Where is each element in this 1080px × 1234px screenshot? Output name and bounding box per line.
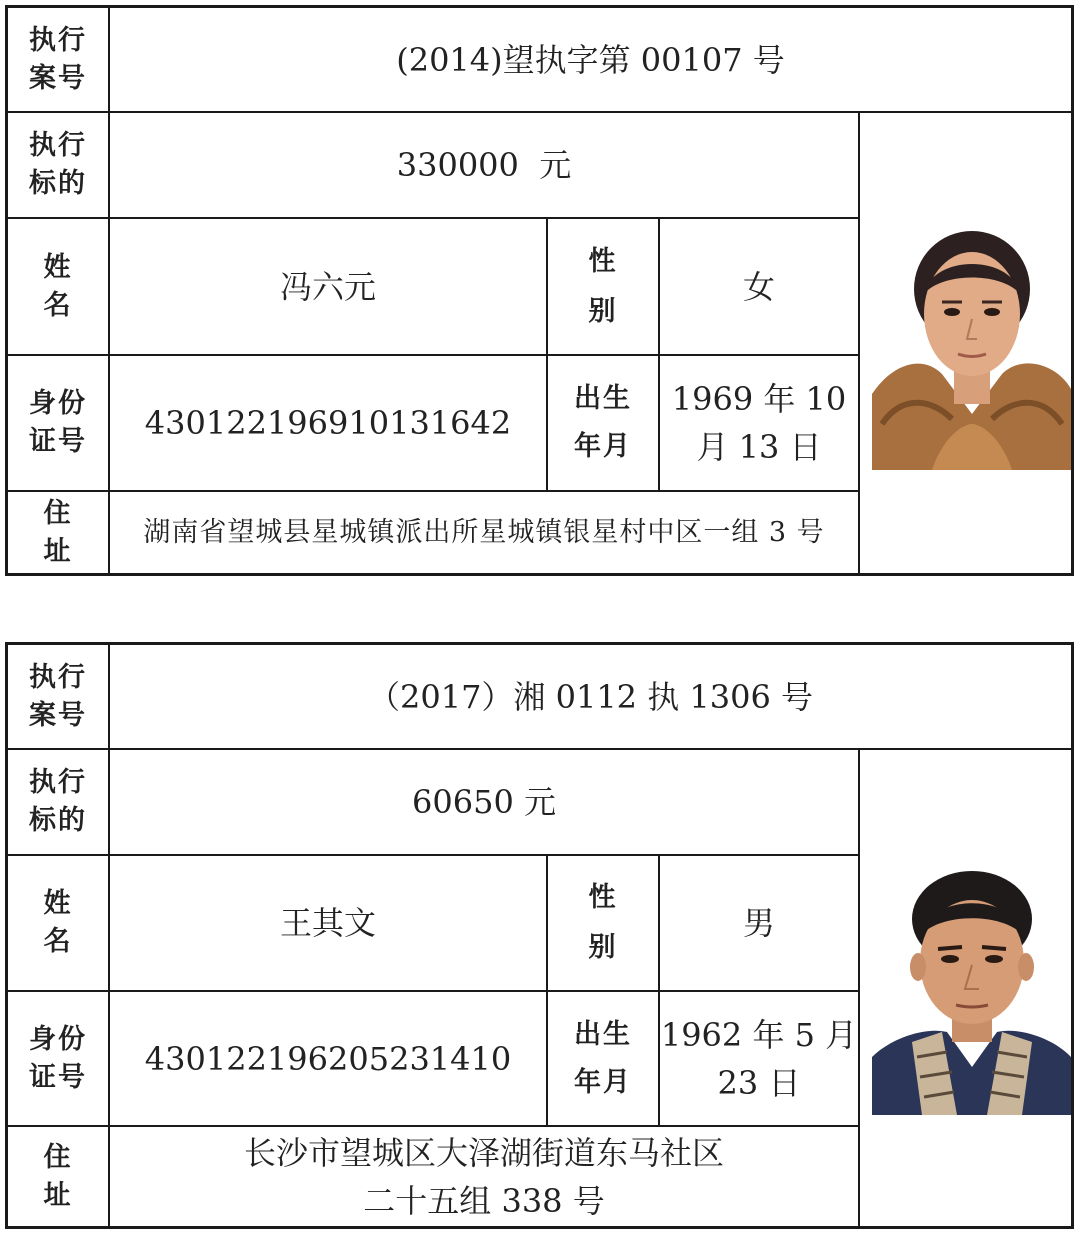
name-value: 王其文 [279, 904, 376, 942]
case-no-label-cell [8, 8, 108, 111]
address-cell [110, 492, 858, 573]
id-label: 身份证号 [29, 388, 87, 457]
name-label: 姓名 [43, 251, 73, 321]
amount-cell [110, 113, 858, 217]
case-no-label: 执行案号 [29, 661, 87, 731]
name-cell [110, 856, 546, 990]
gender-label: 性别 [588, 882, 618, 963]
address-cell [110, 1127, 858, 1226]
birth-label-cell [548, 356, 658, 490]
amount-label: 执行标的 [29, 130, 87, 199]
amount-value: 330000 元 [396, 146, 572, 184]
address-label: 住址 [43, 1141, 73, 1211]
address-value-line1: 湖南省望城县星城镇派出所星城镇银星村中区一组 3 号 [143, 516, 825, 548]
case-no-value: （2017）湘 0112 执 1306 号 [367, 677, 813, 716]
address-label: 住址 [43, 497, 73, 567]
name-value: 冯六元 [279, 267, 376, 306]
id-label-cell [8, 992, 108, 1125]
debtor-card-1 [5, 5, 1074, 576]
birth-cell [660, 992, 858, 1125]
case-no-label: 执行案号 [29, 24, 87, 94]
birth-value-line1: 1969 年 10 [671, 380, 847, 418]
birth-value-line2: 月 13 日 [696, 428, 822, 466]
birth-label-cell [548, 992, 658, 1125]
id-value: 430122196910131642 [144, 404, 512, 442]
gender-value: 女 [742, 267, 775, 306]
portrait-photo-2 [872, 867, 1071, 1115]
id-cell [110, 356, 546, 490]
gender-cell [660, 856, 858, 990]
case-no-cell [110, 645, 1071, 748]
portrait-photo-1 [872, 224, 1071, 470]
birth-label: 出生年月 [574, 1018, 632, 1098]
address-label-cell [8, 1127, 108, 1226]
amount-label: 执行标的 [29, 767, 87, 836]
address-value-line1: 长沙市望城区大泽湖街道东马社区 [243, 1133, 724, 1172]
gender-cell [660, 219, 858, 354]
gender-label: 性别 [588, 245, 618, 327]
case-no-label-cell [8, 645, 108, 748]
name-cell [110, 219, 546, 354]
birth-value-line1: 1962 年 5 月 [660, 1015, 858, 1054]
gender-label-cell [548, 856, 658, 990]
female-portrait-icon [872, 224, 1071, 470]
name-label-cell [8, 856, 108, 990]
amount-label-cell [8, 750, 108, 854]
amount-label-cell [8, 113, 108, 217]
gender-value: 男 [742, 904, 775, 942]
case-no-value: (2014)望执字第 00107 号 [396, 40, 785, 79]
birth-cell [660, 356, 858, 490]
id-value: 430122196205231410 [144, 1039, 512, 1078]
id-label: 身份证号 [29, 1023, 87, 1093]
address-value-line2: 二十五组 338 号 [363, 1181, 605, 1220]
birth-value-line2: 23 日 [717, 1063, 801, 1102]
name-label-cell [8, 219, 108, 354]
case-no-cell [110, 8, 1071, 111]
address-label-cell [8, 492, 108, 573]
amount-cell [110, 750, 858, 854]
debtor-card-2 [5, 642, 1074, 1229]
name-label: 姓名 [43, 888, 73, 957]
male-portrait-icon [872, 867, 1071, 1115]
birth-label: 出生年月 [574, 383, 632, 462]
gender-label-cell [548, 219, 658, 354]
amount-value: 60650 元 [412, 783, 556, 821]
id-cell [110, 992, 546, 1125]
id-label-cell [8, 356, 108, 490]
